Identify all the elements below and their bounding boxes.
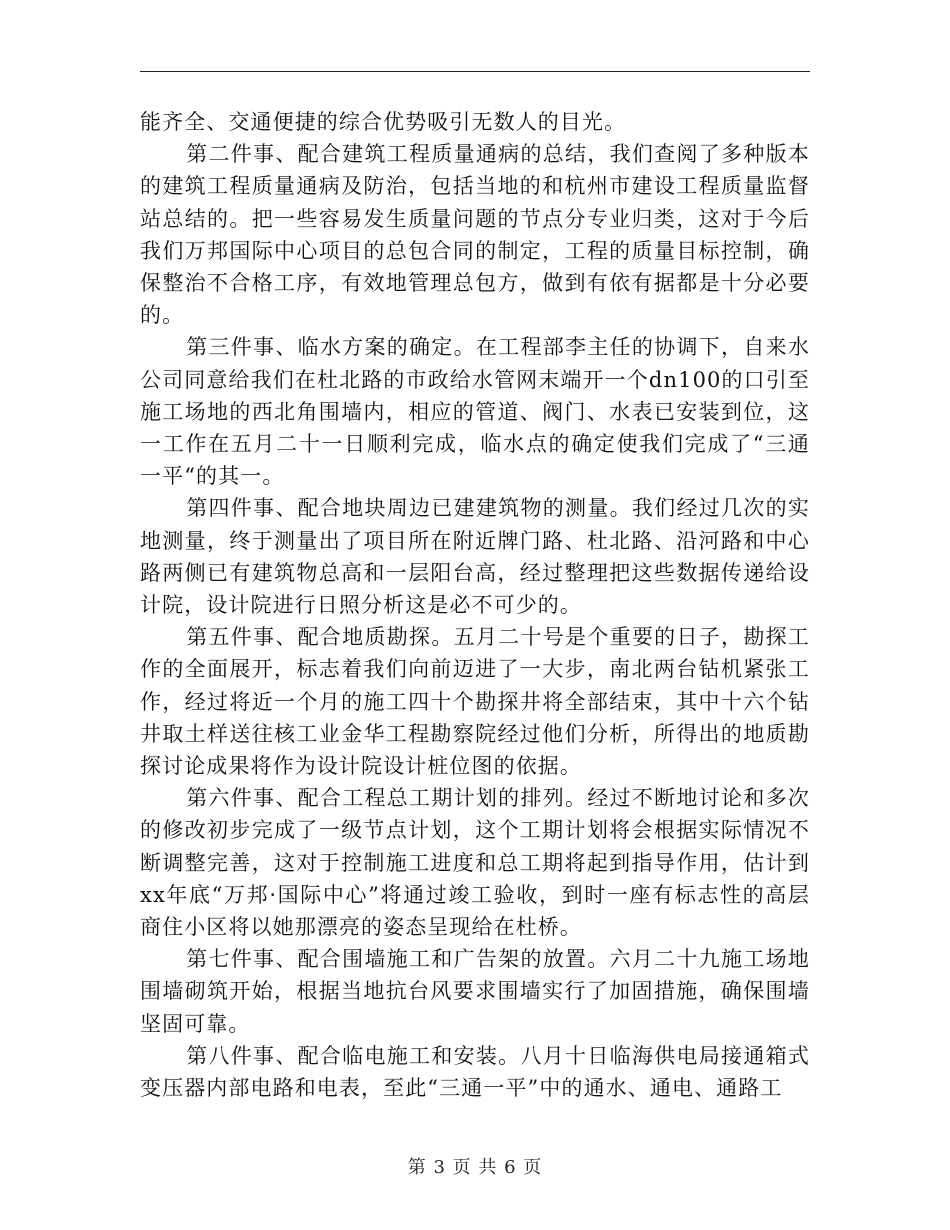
paragraph-item-2: 第二件事、配合建筑工程质量通病的总结，我们查阅了多种版本的建筑工程质量通病及防治，包括当地的和杭州市建设工程质量监督站总结的。把一些容易发生质量问题的节点分专业归类，这对于今后我们万邦国际中心项目的总包合同的制定，工程的质量目标控制，确保整治不合格工序，有效地管理总包方，做到有依有据都是十分必要的。 — [140, 142, 810, 328]
paragraph-item-6: 第六件事、配合工程总工期计划的排列。经过不断地讨论和多次的修改初步完成了一级节点计划，这个工期计划将会根据实际情况不断调整完善，这对于控制施工进度和总工期将起到指导作用，估计到xx年底“万邦·国际中心”将通过竣工验收，到时一座有标志性的高层商住小区将以她那漂亮的姿态呈现给在杜桥。 — [140, 786, 810, 940]
page-number-footer: 第 3 页 共 6 页 — [407, 1157, 543, 1178]
document-body — [140, 106, 810, 1104]
paragraph-continuation: 能齐全、交通便捷的综合优势吸引无数人的目光。 — [140, 110, 627, 134]
paragraph-item-5: 第五件事、配合地质勘探。五月二十号是个重要的日子，勘探工作的全面展开，标志着我们向前迈进了一大步，南北两台钻机紧张工作，经过将近一个月的施工四十个勘探井将全部结束，其中十六个钻井取土样送往核工业金华工程勘察院经过他们分析，所得出的地质勘探讨论成果将作为设计院设计桩位图的依据。 — [140, 625, 810, 779]
paragraph-item-8: 第八件事、配合临电施工和安装。八月十日临海供电局接通箱式变压器内部电路和电表，至此“三通一平”中的通水、通电、通路工 — [140, 1043, 810, 1101]
paragraph-item-7: 第七件事、配合围墙施工和广告架的放置。六月二十九施工场地围墙砌筑开始，根据当地抗台风要求围墙实行了加固措施，确保围墙坚固可靠。 — [140, 947, 810, 1036]
header-rule — [140, 71, 810, 72]
paragraph-item-4: 第四件事、配合地块周边已建建筑物的测量。我们经过几次的实地测量，终于测量出了项目所在附近牌门路、杜北路、沿河路和中心路两侧已有建筑物总高和一层阳台高，经过整理把这些数据传递给设计院，设计院进行日照分析这是必不可少的。 — [140, 496, 810, 618]
paragraph-item-3: 第三件事、临水方案的确定。在工程部李主任的协调下，自来水公司同意给我们在杜北路的市政给水管网末端开一个dn100的口引至施工场地的西北角围墙内，相应的管道、阀门、水表已安装到位，这一工作在五月二十一日顺利完成，临水点的确定使我们完成了“三通一平“的其一。 — [140, 335, 810, 489]
